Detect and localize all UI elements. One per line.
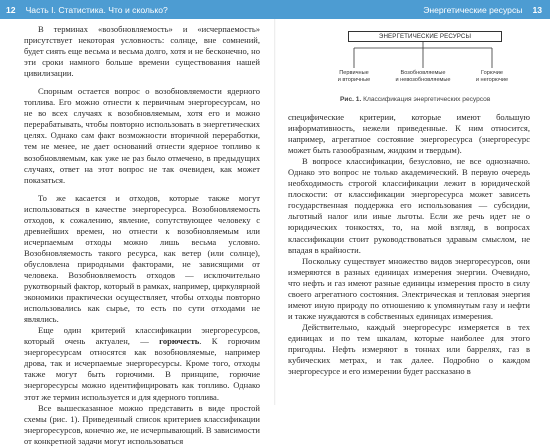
paragraph: Еще один критерий классификации энергоресурсов, который очень актуален, — горючесть. К горючим энергоресурсам относятся как возобновляемые, например дрова, так и исчерпаемые энергоресурсы. Кроме того, отходы также могут быть горючими. В принципе, горючие энергоресурсы можно идентифицировать как топливо. Однако этот же термин используется и для ядерного топлива. — [24, 325, 260, 402]
paragraph: специфические критерии, которые имеют большую информативность, нежели приведенные. К ним относится, например, агрегатное состояние энергоресурса (энергоресурс может быть газообразным, жидким и твердым). — [288, 112, 530, 156]
right-running-title: Энергетические ресурсы — [423, 4, 523, 15]
diagram-leaf-combustible: Горючие и негорючие — [475, 70, 509, 83]
page-header — [0, 0, 550, 19]
paragraph: Действительно, каждый энергоресурс измеряется в тех единицах и по тем шкалам, которые наиболее для этого пригодны. Нефть измеряют в тоннах или баррелях, газ в кубических метрах, и так далее. Подробно о каждом энергоресурсе и его измерении будет рассказано в — [288, 321, 530, 377]
paragraph: Поскольку существует множество видов энергоресурсов, они измеряются в разных единицах измерения энергии. Очевидно, что нефть и газ имеют разные единицы измерения просто в силу своего агрегатного состояния. Электрическая и тепловая энергия имеют иную природу по отношению к упомянутым газу и нефти и также нуждаются в собственных единицах измерения. — [288, 255, 530, 321]
diagram-leaf-renewable: Возобновляемые и невозобновляемые — [395, 70, 451, 83]
paragraph: То же касается и отходов, которые также могут использоваться в качестве энергоресурса. Возобновляемость отходов, к сожалению, явление, сопутствующее человеку с древнейших времен, но отнести к возобновляемым или исчерпаемым отходы можно лишь весьма условно. Возобновляемость такого ресурса, как ветер (или солнце), обусловлена природными факторами, не зависящими от человека. Возобновляемость отходов — исключительно рукотворный фактор, который в рамках, например, циркулярной экономики практически осуществляет, чтобы отходы повторно использовались как сырье, то есть по сути отходами не являлись. — [24, 192, 260, 325]
classification-diagram — [318, 22, 528, 104]
key-term: горючесть — [159, 336, 200, 347]
right-page-number: 13 — [532, 4, 542, 15]
right-page-text — [288, 112, 530, 377]
left-page-number: 12 — [6, 4, 16, 15]
paragraph: Все вышесказанное можно представить в виде простой схемы (рис. 1). Приведенный список критериев классификации энергоресурсов, конечно же, не исчерпывающий. В зависимости от конкретной задачи могут использоваться — [24, 402, 260, 446]
left-page-text — [24, 24, 260, 447]
paragraph: В вопросе классификации, безусловно, не все однозначно. Однако это вопрос не только академический. В первую очередь необходимость строгой классификации лежит в юридической плоскости: от классификации энергоресурса может зависеть государственная поддержка его использования — субсидии, льготный налог или иные льготы. Если же речь идет не о юридических тонкостях, то, на мой взгляд, в вопросах классификации стоит руководствоваться здравым смыслом, не впадая в крайности. — [288, 156, 530, 255]
right-page-header — [275, 0, 550, 19]
paragraph: В терминах «возобновляемость» и «исчерпаемость» присутствует некоторая условность: солнце, вне сомнений, будет сиять еще весьма и весьма долго, хотя и не бесконечно, но эти сроки намного больше времени существования нашей цивилизации. — [24, 24, 260, 79]
figure-caption — [340, 96, 490, 103]
diagram-root-node: ЭНЕРГЕТИЧЕСКИЕ РЕСУРСЫ — [348, 31, 502, 42]
left-page-header — [0, 0, 275, 19]
left-running-title: Часть I. Статистика. Что и сколько? — [25, 4, 168, 15]
book-spine — [274, 19, 276, 405]
caption-number: Рис. 1. — [340, 96, 362, 103]
diagram-leaf-primary: Первичные и вторичные — [337, 70, 371, 83]
caption-text: Классификация энергетических ресурсов — [363, 96, 491, 103]
paragraph: Спорным остается вопрос о возобновляемости ядерного топлива. Его можно отнести к первичным энергоресурсам, но не во всех случаях к возобновляемым, хотя его и можно перерабатывать, чтобы повторно использовать в энергетических целях. Однако сам факт возможности вторичной переработки, тем не менее, не дает оснований отнести ядерное топливо к возобновляемым, как уже не раз было отмечено, в предыдущих случаях, ответ на этот вопрос не так очевиден, как может показаться. — [24, 86, 260, 185]
